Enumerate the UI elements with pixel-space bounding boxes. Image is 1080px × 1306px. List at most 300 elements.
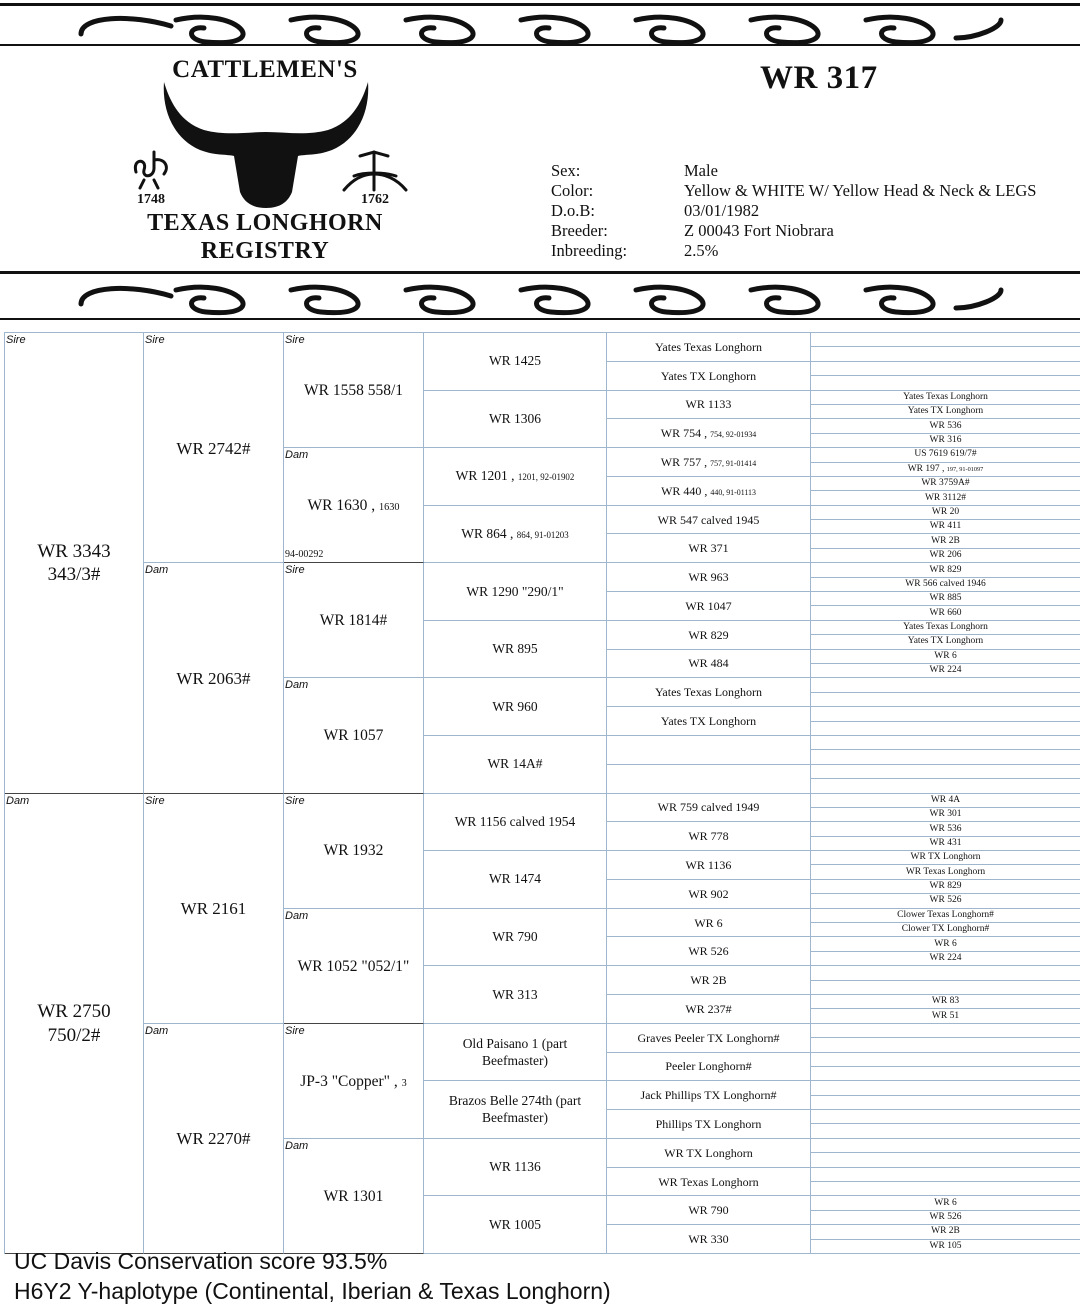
- pedigree-animal-name: [607, 714, 810, 729]
- pedigree-animal-id: WR 2742#: [176, 438, 251, 458]
- pedigree-animal-name: [607, 1175, 810, 1190]
- pedigree-animal-id: Jack Phillips TX Longhorn#: [640, 1088, 777, 1103]
- pedigree-animal-name: [5, 540, 143, 588]
- pedigree-gen5-cell: [607, 880, 811, 909]
- pedigree-animal-name: [811, 1198, 1080, 1210]
- pedigree-gen5-cell: [607, 1168, 811, 1197]
- pedigree-animal-id: WR 3759A#: [921, 478, 970, 489]
- pedigree-top-line: [0, 318, 1080, 320]
- pedigree-gen6-cell: [811, 736, 1080, 750]
- pedigree-gen5-cell: [607, 851, 811, 880]
- pedigree-animal-name: [811, 795, 1080, 807]
- pedigree-animal-id: WR 1306: [488, 410, 542, 426]
- pedigree-gen2-cell: [144, 1024, 284, 1254]
- pedigree-gen5-cell: [607, 534, 811, 563]
- pedigree-animal-id: WR Texas Longhorn: [905, 866, 986, 877]
- pedigree-animal-id: WR 895: [492, 641, 538, 657]
- pedigree-animal-id: WR 759 calved 1949: [657, 800, 760, 815]
- pedigree-animal-name: [607, 1031, 810, 1046]
- color-label: Color:: [551, 181, 594, 200]
- pedigree-animal-name: [607, 426, 810, 442]
- pedigree-animal-id: WR 829: [688, 627, 729, 642]
- pedigree-gen5-cell: [607, 333, 811, 362]
- pedigree-animal-name: [811, 1226, 1080, 1238]
- pedigree-animal-id: WR 526: [929, 1212, 962, 1223]
- pedigree-animal-name: [607, 1146, 810, 1161]
- pedigree-animal-name: [284, 611, 423, 630]
- pedigree-animal-id: WR 3343: [37, 540, 111, 562]
- pedigree-animal-name: [607, 1232, 810, 1247]
- pedigree-animal-detail: 197, 91-01097: [946, 465, 984, 473]
- pedigree-gen6-cell: [811, 952, 1080, 966]
- pedigree-animal-name: [424, 468, 606, 486]
- pedigree-gen6-cell: [811, 650, 1080, 664]
- pedigree-gen5-cell: [607, 362, 811, 391]
- pedigree-animal-id: WR 1156 calved 1954: [454, 813, 576, 829]
- pedigree-animal-name: [811, 867, 1080, 879]
- pedigree-animal-name: [284, 496, 423, 517]
- pedigree-animal-id: WR 1425: [488, 353, 542, 369]
- pedigree-gen1-cell: [5, 794, 144, 1255]
- pedigree-animal-id: WR 6: [694, 915, 723, 930]
- pedigree-gen4-cell: [424, 333, 607, 391]
- pedigree-animal-id: WR 1201 ,: [455, 468, 515, 484]
- pedigree-animal-id: WR 2270#: [176, 1129, 251, 1149]
- pedigree-animal-name: [607, 1088, 810, 1103]
- pedigree-animal-id: WR 1057: [323, 727, 384, 745]
- pedigree-gen6-cell: [811, 1067, 1080, 1081]
- pedigree-animal-name: [424, 411, 606, 428]
- pedigree-gen5-cell: [607, 822, 811, 851]
- header-top-line: [0, 44, 1080, 46]
- pedigree-animal-name: [811, 1011, 1080, 1023]
- pedigree-role-label: Sire: [285, 564, 305, 577]
- pedigree-gen6-cell: [811, 1240, 1080, 1254]
- pedigree-gen5-cell: [607, 477, 811, 506]
- pedigree-animal-id: Yates TX Longhorn: [660, 368, 757, 383]
- pedigree-gen5-cell: [607, 678, 811, 707]
- pedigree-gen5-cell: [607, 419, 811, 448]
- pedigree-animal-detail: 754, 92-01934: [710, 430, 757, 440]
- pedigree-animal-name: [811, 953, 1080, 965]
- pedigree-gen2-cell: [144, 333, 284, 563]
- pedigree-animal-id: WR 224: [929, 953, 962, 964]
- pedigree-animal-name: [811, 895, 1080, 907]
- pedigree-gen3-cell: [284, 1024, 424, 1139]
- pedigree-animal-id: WR 864 ,: [461, 526, 514, 542]
- pedigree-animal-id: WR 829: [929, 564, 962, 575]
- pedigree-animal-id: WR 1474: [488, 871, 542, 887]
- pedigree-gen6-cell: [811, 606, 1080, 620]
- pedigree-animal-name: [144, 438, 283, 459]
- pedigree-animal-id: WR 526: [688, 944, 729, 959]
- pedigree-animal-name: [811, 809, 1080, 821]
- inbreeding-value: 2.5%: [684, 241, 719, 260]
- pedigree-animal-id: WR 902: [688, 886, 729, 901]
- pedigree-animal-id: WR 20: [931, 506, 960, 517]
- pedigree-gen4-cell: [424, 1081, 607, 1139]
- pedigree-gen6-cell: [811, 563, 1080, 577]
- pedigree-gen6-cell: [811, 678, 1080, 692]
- pedigree-gen6-cell: [811, 1053, 1080, 1067]
- pedigree-animal-id: WR 536: [929, 823, 962, 834]
- pedigree-animal-name: [424, 871, 606, 888]
- pedigree-gen2-cell: [144, 563, 284, 793]
- pedigree-gen5-cell: [607, 1225, 811, 1254]
- pedigree-animal-name: [284, 726, 423, 745]
- brand-mark-left-icon: [130, 148, 178, 192]
- pedigree-gen6-cell: [811, 750, 1080, 764]
- pedigree-animal-name: [607, 570, 810, 585]
- pedigree-gen5-cell: [607, 506, 811, 535]
- pedigree-animal-id: WR 224: [929, 665, 962, 676]
- pedigree-animal-id: WR 566 calved 1946: [905, 578, 986, 589]
- pedigree-gen5-cell: [607, 736, 811, 765]
- pedigree-gen4-cell: [424, 966, 607, 1024]
- pedigree-animal-name: [607, 1203, 810, 1218]
- pedigree-animal-name: [424, 929, 606, 946]
- pedigree-gen6-cell: [811, 765, 1080, 779]
- pedigree-animal-id: WR 526: [929, 895, 962, 906]
- pedigree-gen5-cell: [607, 563, 811, 592]
- pedigree-gen5-cell: [607, 765, 811, 794]
- pedigree-gen4-cell: [424, 851, 607, 909]
- pedigree-animal-detail: 440, 91-01113: [710, 487, 756, 497]
- pedigree-animal-name: [811, 521, 1080, 533]
- pedigree-animal-id: WR 1814#: [319, 612, 388, 630]
- pedigree-animal-name: [811, 996, 1080, 1008]
- pedigree-gen5-cell: [607, 707, 811, 736]
- pedigree-animal-name: [607, 1059, 810, 1074]
- pedigree-gen6-cell: [811, 966, 1080, 980]
- pedigree-gen3-cell: [284, 333, 424, 448]
- pedigree-animal-id: WR 1932: [323, 842, 384, 860]
- pedigree-animal-id: WR 371: [688, 541, 729, 556]
- pedigree-gen6-cell: [811, 578, 1080, 592]
- pedigree-gen6-cell: [811, 534, 1080, 548]
- pedigree-animal-id: WR 330: [688, 1232, 729, 1247]
- pedigree-gen6-cell: [811, 1211, 1080, 1225]
- pedigree-animal-id: Clower TX Longhorn#: [901, 924, 990, 935]
- pedigree-animal-detail: 864, 91-01203: [516, 530, 569, 541]
- pedigree-gen6-cell: [811, 347, 1080, 361]
- pedigree-gen6-cell: [811, 391, 1080, 405]
- pedigree-gen5-cell: [607, 1196, 811, 1225]
- pedigree-animal-id: WR 2B: [690, 973, 727, 988]
- pedigree-animal-detail: 757, 91-01414: [710, 459, 757, 469]
- pedigree-gen6-cell: [811, 1139, 1080, 1153]
- pedigree-animal-id: WR 536: [929, 420, 962, 431]
- pedigree-gen6-cell: [811, 635, 1080, 649]
- pedigree-animal-name: [811, 838, 1080, 850]
- pedigree-gen4-cell: [424, 621, 607, 679]
- pedigree-gen3-cell: [284, 563, 424, 678]
- pedigree-animal-id: WR 6: [934, 938, 957, 949]
- pedigree-animal-id: WR 105: [929, 1240, 962, 1251]
- pedigree-gen6-cell: [811, 362, 1080, 376]
- pedigree-animal-name: [607, 944, 810, 959]
- pedigree-animal-id: WR 963: [688, 570, 729, 585]
- pedigree-animal-id: WR 829: [929, 881, 962, 892]
- pedigree-animal-id: WR 778: [688, 829, 729, 844]
- pedigree-animal-id: WR 547 calved 1945: [657, 512, 760, 527]
- pedigree-animal-name: [607, 455, 810, 471]
- pedigree-gen4-cell: [424, 391, 607, 449]
- pedigree-gen5-cell: [607, 1024, 811, 1053]
- pedigree-animal-name: [811, 881, 1080, 893]
- pedigree-animal-id: WR 757 ,: [660, 455, 708, 470]
- pedigree-animal-id: WR 197 ,: [907, 463, 945, 474]
- pedigree-animal-id: WR 790: [492, 928, 538, 944]
- pedigree-gen6-cell: [811, 520, 1080, 534]
- pedigree-gen5-cell: [607, 592, 811, 621]
- pedigree-animal-id: WR 411: [929, 521, 962, 532]
- pedigree-animal-id: WR 1136: [489, 1159, 541, 1175]
- pedigree-animal-id: WR 1301: [323, 1187, 384, 1205]
- pedigree-animal-name: [607, 513, 810, 528]
- pedigree-role-label: Dam: [285, 909, 309, 922]
- pedigree-animal-id: WR 2161: [180, 899, 247, 918]
- conservation-score: UC Davis Conservation score 93.5%: [14, 1248, 388, 1274]
- pedigree-animal-name: [811, 565, 1080, 577]
- pedigree-animal-name: [424, 756, 606, 773]
- pedigree-animal-id: Peeler Longhorn#: [665, 1059, 752, 1074]
- pedigree-animal-name: [607, 685, 810, 700]
- pedigree-animal-name: [607, 800, 810, 815]
- pedigree-animal-name: [607, 887, 810, 902]
- pedigree-animal-id: JP-3 "Copper" ,: [300, 1072, 398, 1090]
- pedigree-animal-id: WR TX Longhorn: [664, 1145, 753, 1160]
- pedigree-animal-name: [811, 608, 1080, 620]
- pedigree-animal-name: [144, 1128, 283, 1149]
- breeder-label: Breeder:: [551, 221, 608, 240]
- pedigree-gen6-cell: [811, 894, 1080, 908]
- pedigree-animal-name: [811, 507, 1080, 519]
- pedigree-role-label: Dam: [285, 1139, 309, 1152]
- pedigree-animal-id: WR 960: [492, 698, 538, 714]
- pedigree-animal-id: WR 3112#: [924, 492, 967, 503]
- pedigree-gen5-cell: [607, 966, 811, 995]
- pedigree-animal-id: WR 1630 ,: [307, 497, 376, 514]
- pedigree-gen6-cell: [811, 1225, 1080, 1239]
- pedigree-animal-id: Yates TX Longhorn: [907, 406, 984, 417]
- pedigree-gen5-cell: [607, 391, 811, 420]
- pedigree-animal-name: [811, 550, 1080, 562]
- pedigree-animal-name: [811, 421, 1080, 433]
- pedigree-gen6-cell: [811, 477, 1080, 491]
- pedigree-gen3-cell: [284, 448, 424, 563]
- pedigree-animal-id: WR 2B: [931, 535, 960, 546]
- pedigree-gen6-cell: [811, 1081, 1080, 1095]
- pedigree-gen6-cell: [811, 1038, 1080, 1052]
- pedigree-animal-name: [811, 622, 1080, 634]
- pedigree-gen4-cell: [424, 1139, 607, 1197]
- pedigree-animal-id: WR 14A#: [487, 756, 543, 772]
- pedigree-animal-name: [144, 668, 283, 689]
- pedigree-animal-id: WR 484: [688, 656, 729, 671]
- pedigree-animal-name: [607, 599, 810, 614]
- scroll-ornament-bottom: [76, 278, 1006, 318]
- pedigree-animal-alias: 343/3#: [47, 564, 101, 586]
- pedigree-gen6-cell: [811, 880, 1080, 894]
- pedigree-animal-id: WR Texas Longhorn: [658, 1174, 759, 1189]
- pedigree-animal-name: [424, 1093, 606, 1127]
- pedigree-gen6-cell: [811, 1182, 1080, 1196]
- pedigree-gen6-cell: [811, 1024, 1080, 1038]
- pedigree-animal-name: [811, 536, 1080, 548]
- pedigree-gen4-cell: [424, 448, 607, 506]
- pedigree-animal-id: Yates TX Longhorn: [660, 714, 757, 729]
- pedigree-gen4-cell: [424, 1196, 607, 1254]
- pedigree-gen6-cell: [811, 376, 1080, 390]
- pedigree-animal-name: [284, 1072, 423, 1093]
- pedigree-animal-id: WR 1047: [685, 598, 732, 613]
- pedigree-animal-id: WR 313: [492, 986, 538, 1002]
- logo-year-left: 1748: [137, 192, 165, 207]
- pedigree-animal-name: [607, 916, 810, 931]
- inbreeding-label: Inbreeding:: [551, 241, 628, 260]
- sex-label: Sex:: [551, 161, 581, 180]
- pedigree-gen6-cell: [811, 693, 1080, 707]
- pedigree-gen6-cell: [811, 1110, 1080, 1124]
- pedigree-gen1-cell: [5, 333, 144, 794]
- pedigree-gen6-cell: [811, 1009, 1080, 1023]
- pedigree-gen6-cell: [811, 1153, 1080, 1167]
- pedigree-gen5-cell: [607, 909, 811, 938]
- pedigree-animal-id: WR 1005: [488, 1216, 542, 1232]
- pedigree-animal-id: US 7619 619/7#: [914, 449, 977, 460]
- pedigree-animal-id: WR 1558 558/1: [303, 381, 404, 399]
- pedigree-animal-id: WR 790: [688, 1203, 729, 1218]
- pedigree-gen3-cell: [284, 1139, 424, 1254]
- pedigree-animal-id: WR TX Longhorn: [910, 852, 981, 863]
- pedigree-animal-name: [607, 1002, 810, 1017]
- pedigree-animal-detail: 3: [401, 1077, 407, 1089]
- pedigree-animal-name: [607, 829, 810, 844]
- pedigree-animal-name: [811, 939, 1080, 951]
- logo-year-right: 1762: [361, 192, 389, 207]
- pedigree-role-label: Dam: [285, 449, 309, 462]
- pedigree-animal-id: WR 206: [929, 550, 962, 561]
- pedigree-gen6-cell: [811, 463, 1080, 477]
- breeder-value: Z 00043 Fort Niobrara: [684, 221, 834, 240]
- top-border-line: [0, 3, 1080, 6]
- pedigree-animal-id: WR 2B: [931, 1226, 960, 1237]
- logo-title-bottom: REGISTRY: [200, 238, 330, 264]
- pedigree-table: [4, 332, 1080, 1254]
- pedigree-gen5-cell: [607, 1110, 811, 1139]
- pedigree-role-label: Sire: [285, 334, 305, 346]
- pedigree-animal-alias: 750/2#: [47, 1024, 101, 1046]
- pedigree-animal-id: Yates Texas Longhorn: [654, 685, 763, 700]
- header-bottom-line: [0, 271, 1080, 274]
- pedigree-animal-id: WR 237#: [685, 1001, 732, 1016]
- pedigree-gen6-cell: [811, 865, 1080, 879]
- logo-title-middle: TEXAS LONGHORN: [147, 210, 383, 236]
- pedigree-gen6-cell: [811, 1168, 1080, 1182]
- pedigree-animal-name: [811, 449, 1080, 461]
- dob-label: D.o.B:: [551, 201, 596, 220]
- pedigree-animal-id: WR 1052 "052/1": [297, 957, 410, 975]
- pedigree-gen6-cell: [811, 923, 1080, 937]
- pedigree-animal-name: [144, 898, 283, 919]
- pedigree-animal-id: Phillips TX Longhorn: [655, 1116, 762, 1131]
- pedigree-animal-name: [607, 340, 810, 355]
- logo-title-top: CATTLEMEN'S: [172, 56, 358, 83]
- pedigree-gen6-cell: [811, 1124, 1080, 1138]
- pedigree-gen6-cell: [811, 722, 1080, 736]
- pedigree-animal-name: [424, 584, 606, 601]
- pedigree-animal-id: WR 885: [929, 593, 962, 604]
- pedigree-gen4-cell: [424, 506, 607, 564]
- scroll-ornament-top: [76, 8, 1006, 48]
- pedigree-gen6-cell: [811, 779, 1080, 793]
- pedigree-animal-name: [607, 369, 810, 384]
- pedigree-animal-id: Brazos Belle 274th (part Beefmaster): [448, 1093, 582, 1126]
- pedigree-gen6-cell: [811, 909, 1080, 923]
- pedigree-gen5-cell: [607, 448, 811, 477]
- pedigree-animal-id: WR 1290 "290/1": [466, 583, 564, 599]
- pedigree-gen6-cell: [811, 794, 1080, 808]
- pedigree-gen3-cell: [284, 909, 424, 1024]
- pedigree-animal-name: [811, 464, 1080, 476]
- pedigree-animal-id: WR 316: [929, 434, 962, 445]
- pedigree-animal-name: [811, 593, 1080, 605]
- pedigree-animal-id: WR 431: [929, 837, 962, 848]
- pedigree-gen5-cell: [607, 794, 811, 823]
- pedigree-gen4-cell: [424, 563, 607, 621]
- pedigree-animal-name: [811, 392, 1080, 404]
- brand-mark-right-icon: [340, 150, 410, 194]
- pedigree-animal-name: [607, 541, 810, 556]
- pedigree-role-label: Sire: [145, 794, 165, 807]
- pedigree-animal-name: [424, 987, 606, 1004]
- pedigree-animal-id: WR 4A: [930, 794, 961, 805]
- pedigree-animal-id: WR 754 ,: [660, 426, 708, 441]
- y-haplotype: H6Y2 Y-haplotype (Continental, Iberian & Texas Longhorn): [14, 1278, 611, 1304]
- pedigree-animal-name: [607, 628, 810, 643]
- pedigree-animal-id: Clower Texas Longhorn#: [897, 909, 994, 920]
- pedigree-animal-name: [811, 1212, 1080, 1224]
- pedigree-animal-id: WR 440 ,: [661, 483, 708, 498]
- pedigree-animal-name: [811, 478, 1080, 490]
- pedigree-gen6-cell: [811, 808, 1080, 822]
- pedigree-gen6-cell: [811, 1096, 1080, 1110]
- pedigree-animal-name: [811, 924, 1080, 936]
- pedigree-animal-name: [607, 973, 810, 988]
- pedigree-role-label: Sire: [6, 334, 26, 346]
- pedigree-animal-name: [811, 852, 1080, 864]
- pedigree-gen6-cell: [811, 506, 1080, 520]
- pedigree-gen6-cell: [811, 448, 1080, 462]
- pedigree-gen5-cell: [607, 650, 811, 679]
- pedigree-animal-id: Yates Texas Longhorn: [654, 339, 763, 354]
- pedigree-role-label: Dam: [145, 1024, 169, 1037]
- pedigree-animal-name: [5, 1000, 143, 1048]
- pedigree-animal-name: [424, 526, 606, 544]
- pedigree-gen6-cell: [811, 1196, 1080, 1210]
- pedigree-animal-id: Yates Texas Longhorn: [903, 391, 988, 402]
- pedigree-animal-id: WR 83: [931, 996, 960, 1007]
- pedigree-animal-name: [284, 957, 423, 976]
- pedigree-animal-detail: 1201, 92-01902: [517, 472, 575, 483]
- pedigree-animal-id: WR 1136: [685, 857, 732, 872]
- pedigree-role-label: Dam: [145, 564, 169, 577]
- registration-number: WR 317: [760, 60, 878, 96]
- pedigree-gen5-cell: [607, 1081, 811, 1110]
- pedigree-gen6-cell: [811, 981, 1080, 995]
- pedigree-role-label: Sire: [285, 1024, 305, 1037]
